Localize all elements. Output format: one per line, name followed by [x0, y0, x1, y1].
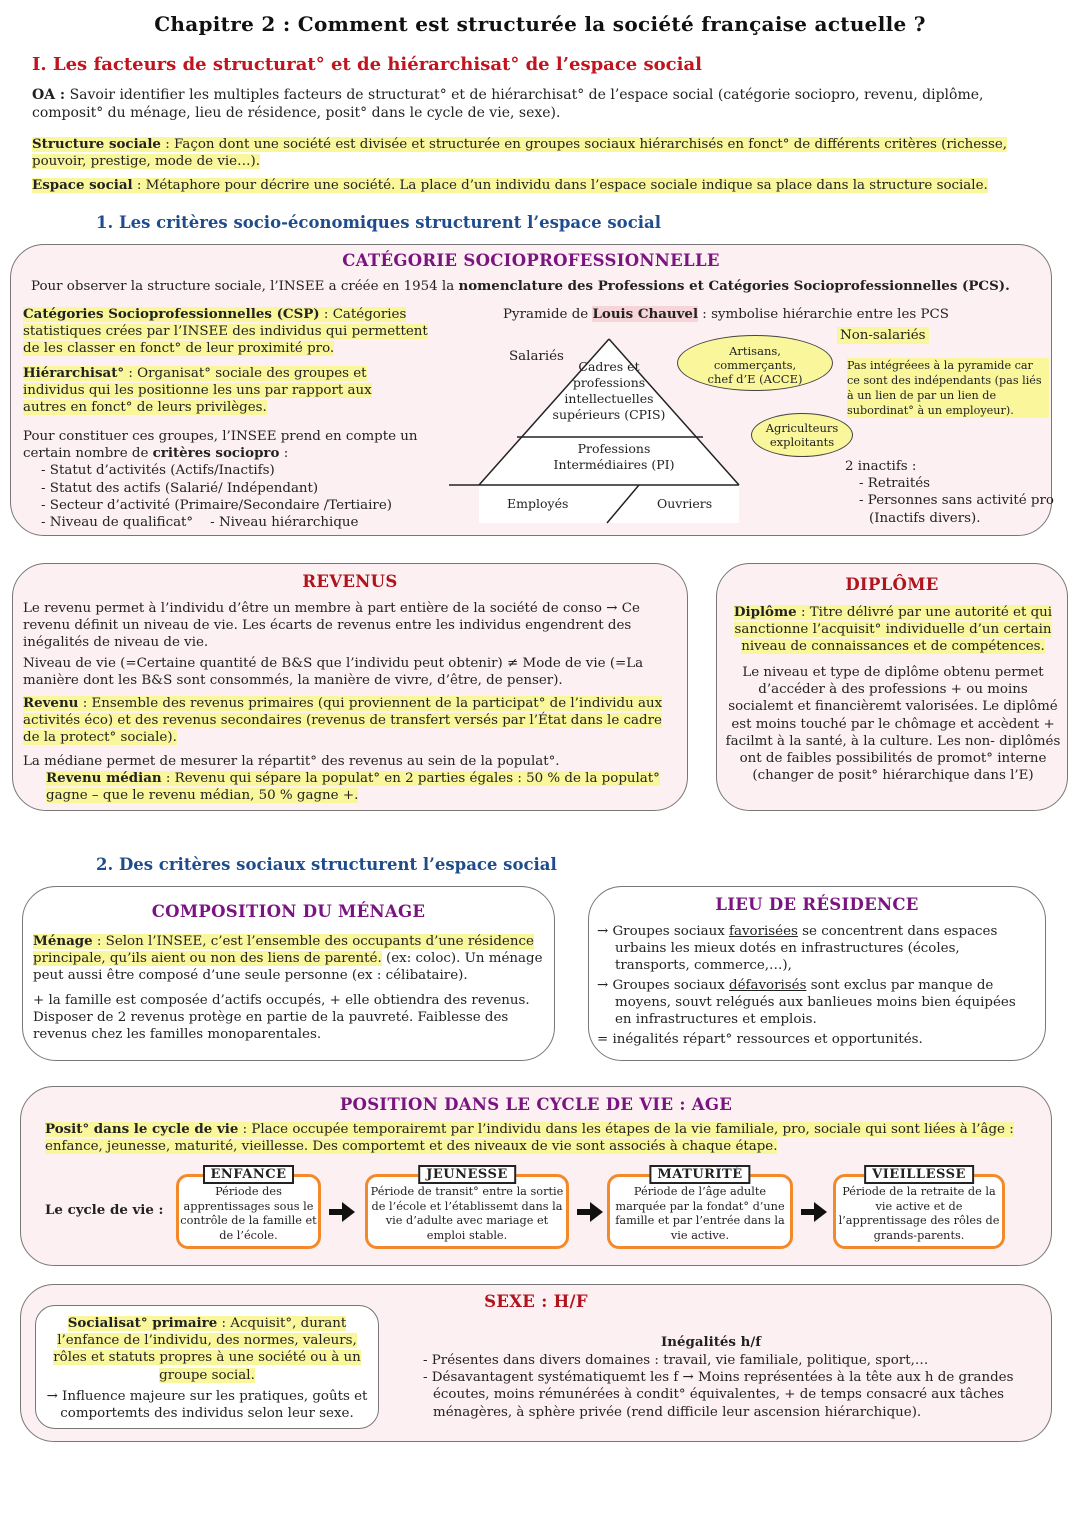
bubble-agriculteurs: Agriculteurs exploitants: [751, 413, 853, 457]
residence-title: LIEU DE RÉSIDENCE: [715, 895, 919, 914]
stage-name: VIEILLESSE: [864, 1165, 974, 1184]
csp-definition: Catégories Socioprofessionnelles (CSP) : Catégories statistiques crées par l’INSEE des individus qui permettent de les classer en fonct° de leur proximité pro.: [23, 306, 428, 357]
definition-espace-social: Espace social : Métaphore pour décrire une société. La place d’un individu dans l’espace sociale indique sa place dans la structure sociale.: [32, 177, 988, 193]
pyramid-employes: Employés: [507, 496, 569, 511]
list-item: - Statut des actifs (Salarié/ Indépendant): [41, 480, 423, 497]
bubble-acce: Artisans, commerçants, chef d’E (ACCE): [677, 335, 833, 391]
csp-box: [10, 244, 1052, 536]
diplome-definition: Diplôme : Titre délivré par une autorité et qui sanctionne l’acquisit° individuelle d’un certain niveau de connaissances et de compétences.: [733, 604, 1053, 655]
menage-definition: Ménage : Selon l’INSEE, c’est l’ensemble des occupants d’une résidence principale, qu’ils aient ou non des liens de parenté. (ex: coloc). Un ménage peut aussi être composé d’une seule personne (ex : célibataire).: [33, 933, 543, 984]
stage-jeunesse: JEUNESSE Période de transit° entre la sortie de l’école et l’établissemt dans la vie d’adulte avec mariage et emploi stable.: [365, 1174, 569, 1249]
pyramid-caption: Pyramide de Louis Chauvel : symbolise hiérarchie entre les PCS: [503, 306, 949, 322]
list-item: - Statut d’activités (Actifs/Inactifs): [41, 462, 423, 479]
list-item: - Personnes sans activité pro (Inactifs divers).: [859, 492, 1055, 526]
revenus-box: [12, 563, 688, 811]
diplome-title: DIPLÔME: [845, 575, 939, 594]
inegalites-title: Inégalités h/f: [660, 1334, 762, 1350]
menage-box: [22, 886, 555, 1061]
menage-p2: + la famille est composée d’actifs occupés, + elle obtiendra des revenus. Disposer de 2 revenus protège en partie de la pauvreté. Faiblesse des revenus chez les familles monoparentales.: [33, 993, 530, 1043]
socialisation-card: [35, 1305, 379, 1429]
non-salaries-note: Pas intégréees à la pyramide car ce sont des indépendants (pas liés à un lien de par un lien de subordinat° à un employeur).: [847, 358, 1049, 418]
diplome-box: [716, 563, 1068, 811]
inactifs-list: [859, 475, 1055, 527]
socialisation-p2: → Influence majeure sur les pratiques, goûts et comportemts des individus selon leur sexe.: [46, 1389, 368, 1422]
revenu-median-definition: Revenu médian : Revenu qui sépare la populat° en 2 parties égales : 50 % de la populat° gagne – que le revenu médian, 50 % gagne +.: [46, 770, 660, 804]
residence-favorises: → Groupes sociaux favorisées se concentrent dans espaces urbains les mieux dotés en infrastructures (écoles, transports, commerce,…),: [597, 924, 998, 974]
list-item: - Niveau de qualificat° - Niveau hiérarchique: [41, 514, 423, 531]
cycle-row-label: Le cycle de vie :: [45, 1202, 164, 1218]
csp-intro: Pour observer la structure sociale, l’INSEE a créée en 1954 la nomenclature des Professions et Catégories Socioprofessionnelles (PCS).: [31, 278, 1010, 294]
criteres-list: [41, 462, 423, 531]
revenu-definition: Revenu : Ensemble des revenus primaires (qui proviennent de la participat° de l’individu aux activités éco) et des revenus secondaires (revenus de transfert versés par l’État dans le cadre de la protect° sociale).: [23, 695, 663, 746]
revenus-p2: Niveau de vie (=Certaine quantité de B&S que l’individu peut obtenir) ≠ Mode de vie (=La manière dont les B&S sont consommés, la manière de vivre, d’être, de penser).: [23, 656, 644, 689]
stage-name: ENFANCE: [203, 1165, 295, 1184]
list-item: - Désavantagent systématiquemt les f → Moins représentées à la tête aux h de grandes écoutes, moins rémunérées à condit° équivalentes, + de temps consacré aux tâches ménagères, à sphère privée (rend difficile leur ascension hiérarchique).: [423, 1369, 1043, 1421]
pyramid-pi: Professions Intermédiaires (PI): [553, 441, 675, 472]
cycle-definition: Posit° dans le cycle de vie : Place occupée temporairemt par l’individu dans les étapes de la vie familiale, pro, sociale qui sont liées à l’âge : enfance, jeunesse, maturité, vieillesse. Des comportemt et des niveaux de vie sont associés à chaque étape.: [45, 1121, 1014, 1155]
page-title: Chapitre 2 : Comment est structurée la société française actuelle ?: [154, 12, 926, 36]
residence-defavorises: → Groupes sociaux défavorisés sont exclus par manque de moyens, souvt relégués aux banlieues moins bien équipées en infrastructures et emplois.: [597, 978, 1016, 1028]
cycle-title: POSITION DANS LE CYCLE DE VIE : AGE: [339, 1095, 733, 1114]
diplome-p2: Le niveau et type de diplôme obtenu permet d’accéder à des professions + ou moins socialemt et financièremt valorisées. Le diplômé est moins touché par le chômage et accèdent + facilmt à la santé, à la culture. Les non- diplômés ont de faibles possibilités de promot° interne (changer de posit° hiérarchique dans l’E): [725, 665, 1061, 784]
arrow-right-icon: [801, 1201, 827, 1223]
arrow-right-icon: [329, 1201, 355, 1223]
revenus-title: REVENUS: [302, 572, 398, 591]
sexe-box: [20, 1284, 1052, 1442]
sexe-title: SEXE : H/F: [484, 1292, 588, 1311]
criteres-sociopro: Pour constituer ces groupes, l’INSEE prend en compte un certain nombre de critères sociopro : - Statut d’activités (Actifs/Inactifs) - Statut des actifs (Salarié/ Indépendant) - Secteur d’activité (Primaire/Secondaire /Tertiaire) - Niveau de qualificat° - Niveau hiérarchique: [23, 428, 423, 531]
revenus-p1: Le revenu permet à l’individu d’être un membre à part entière de la société de conso → Ce revenu définit un niveau de vie. Les écarts de revenus entre les individus engendrent des inégalités de niveau de vie.: [23, 601, 640, 651]
cycle-box: [20, 1086, 1052, 1266]
stage-vieillesse: VIEILLESSE Période de la retraite de la vie active et de l’apprentissage des rôles de grands-parents.: [833, 1174, 1005, 1249]
hierarchisation-definition: Hiérarchisat° : Organisat° sociale des groupes et individus qui les positionne les uns par rapport aux autres en fonct° de leurs privilèges.: [23, 365, 372, 416]
stage-name: MATURITÉ: [649, 1165, 750, 1184]
inegalites-list: [423, 1352, 1043, 1421]
learning-objective: OA : Savoir identifier les multiples facteurs de structurat° et de hiérarchisat° de l’espace social (catégorie sociopro, revenu, diplôme, composit° du ménage, lieu de résidence, posit° dans le cycle de vie, sexe).: [32, 87, 984, 121]
definition-structure-sociale: Structure sociale : Façon dont une société est divisée et structurée en groupes sociaux hiérarchisés en fonct° de différents critères (richesse, pouvoir, prestige, mode de vie…).: [32, 136, 1008, 170]
socialisation-definition: Socialisat° primaire : Acquisit°, durant l’enfance de l’individu, des normes, valeurs, rôles et statuts propres à une société ou à un groupe social.: [53, 1315, 361, 1383]
stage-enfance: ENFANCE Période des apprentissages sous le contrôle de la famille et de l’école.: [176, 1174, 321, 1249]
list-item: - Secteur d’activité (Primaire/Secondaire /Tertiaire): [41, 497, 423, 514]
non-salaries-label: Non-salariés: [837, 327, 929, 344]
csp-title: CATÉGORIE SOCIOPROFESSIONNELLE: [342, 251, 720, 270]
subsection-heading-2: 2. Des critères sociaux structurent l’espace social: [96, 855, 557, 874]
salaries-label: Salariés: [509, 349, 564, 364]
pyramid-cpis: Cadres et professions intellectuelles supérieurs (CPIS): [552, 359, 666, 422]
list-item: - Retraités: [859, 475, 1055, 492]
section-heading-1: I. Les facteurs de structurat° et de hiérarchisat° de l’espace social: [32, 54, 702, 75]
stage-name: JEUNESSE: [418, 1165, 516, 1184]
arrow-right-icon: [577, 1201, 603, 1223]
stage-maturite: MATURITÉ Période de l’âge adulte marquée par la fondat° d’une famille et par l’entrée dans la vie active.: [607, 1174, 793, 1249]
residence-box: [588, 886, 1046, 1061]
residence-conclusion: = inégalités répart° ressources et opportunités.: [597, 1032, 923, 1047]
pyramid-ouvriers: Ouvriers: [657, 496, 713, 511]
inactifs: 2 inactifs : - Retraités - Personnes sans activité pro (Inactifs divers).: [845, 458, 1055, 527]
revenus-p4: La médiane permet de mesurer la répartit° des revenus au sein de la populat°.: [23, 754, 560, 769]
menage-title: COMPOSITION DU MÉNAGE: [151, 902, 426, 921]
subsection-heading-1: 1. Les critères socio-économiques structurent l’espace social: [96, 213, 661, 232]
list-item: - Présentes dans divers domaines : travail, vie familiale, politique, sport,…: [423, 1352, 1043, 1369]
